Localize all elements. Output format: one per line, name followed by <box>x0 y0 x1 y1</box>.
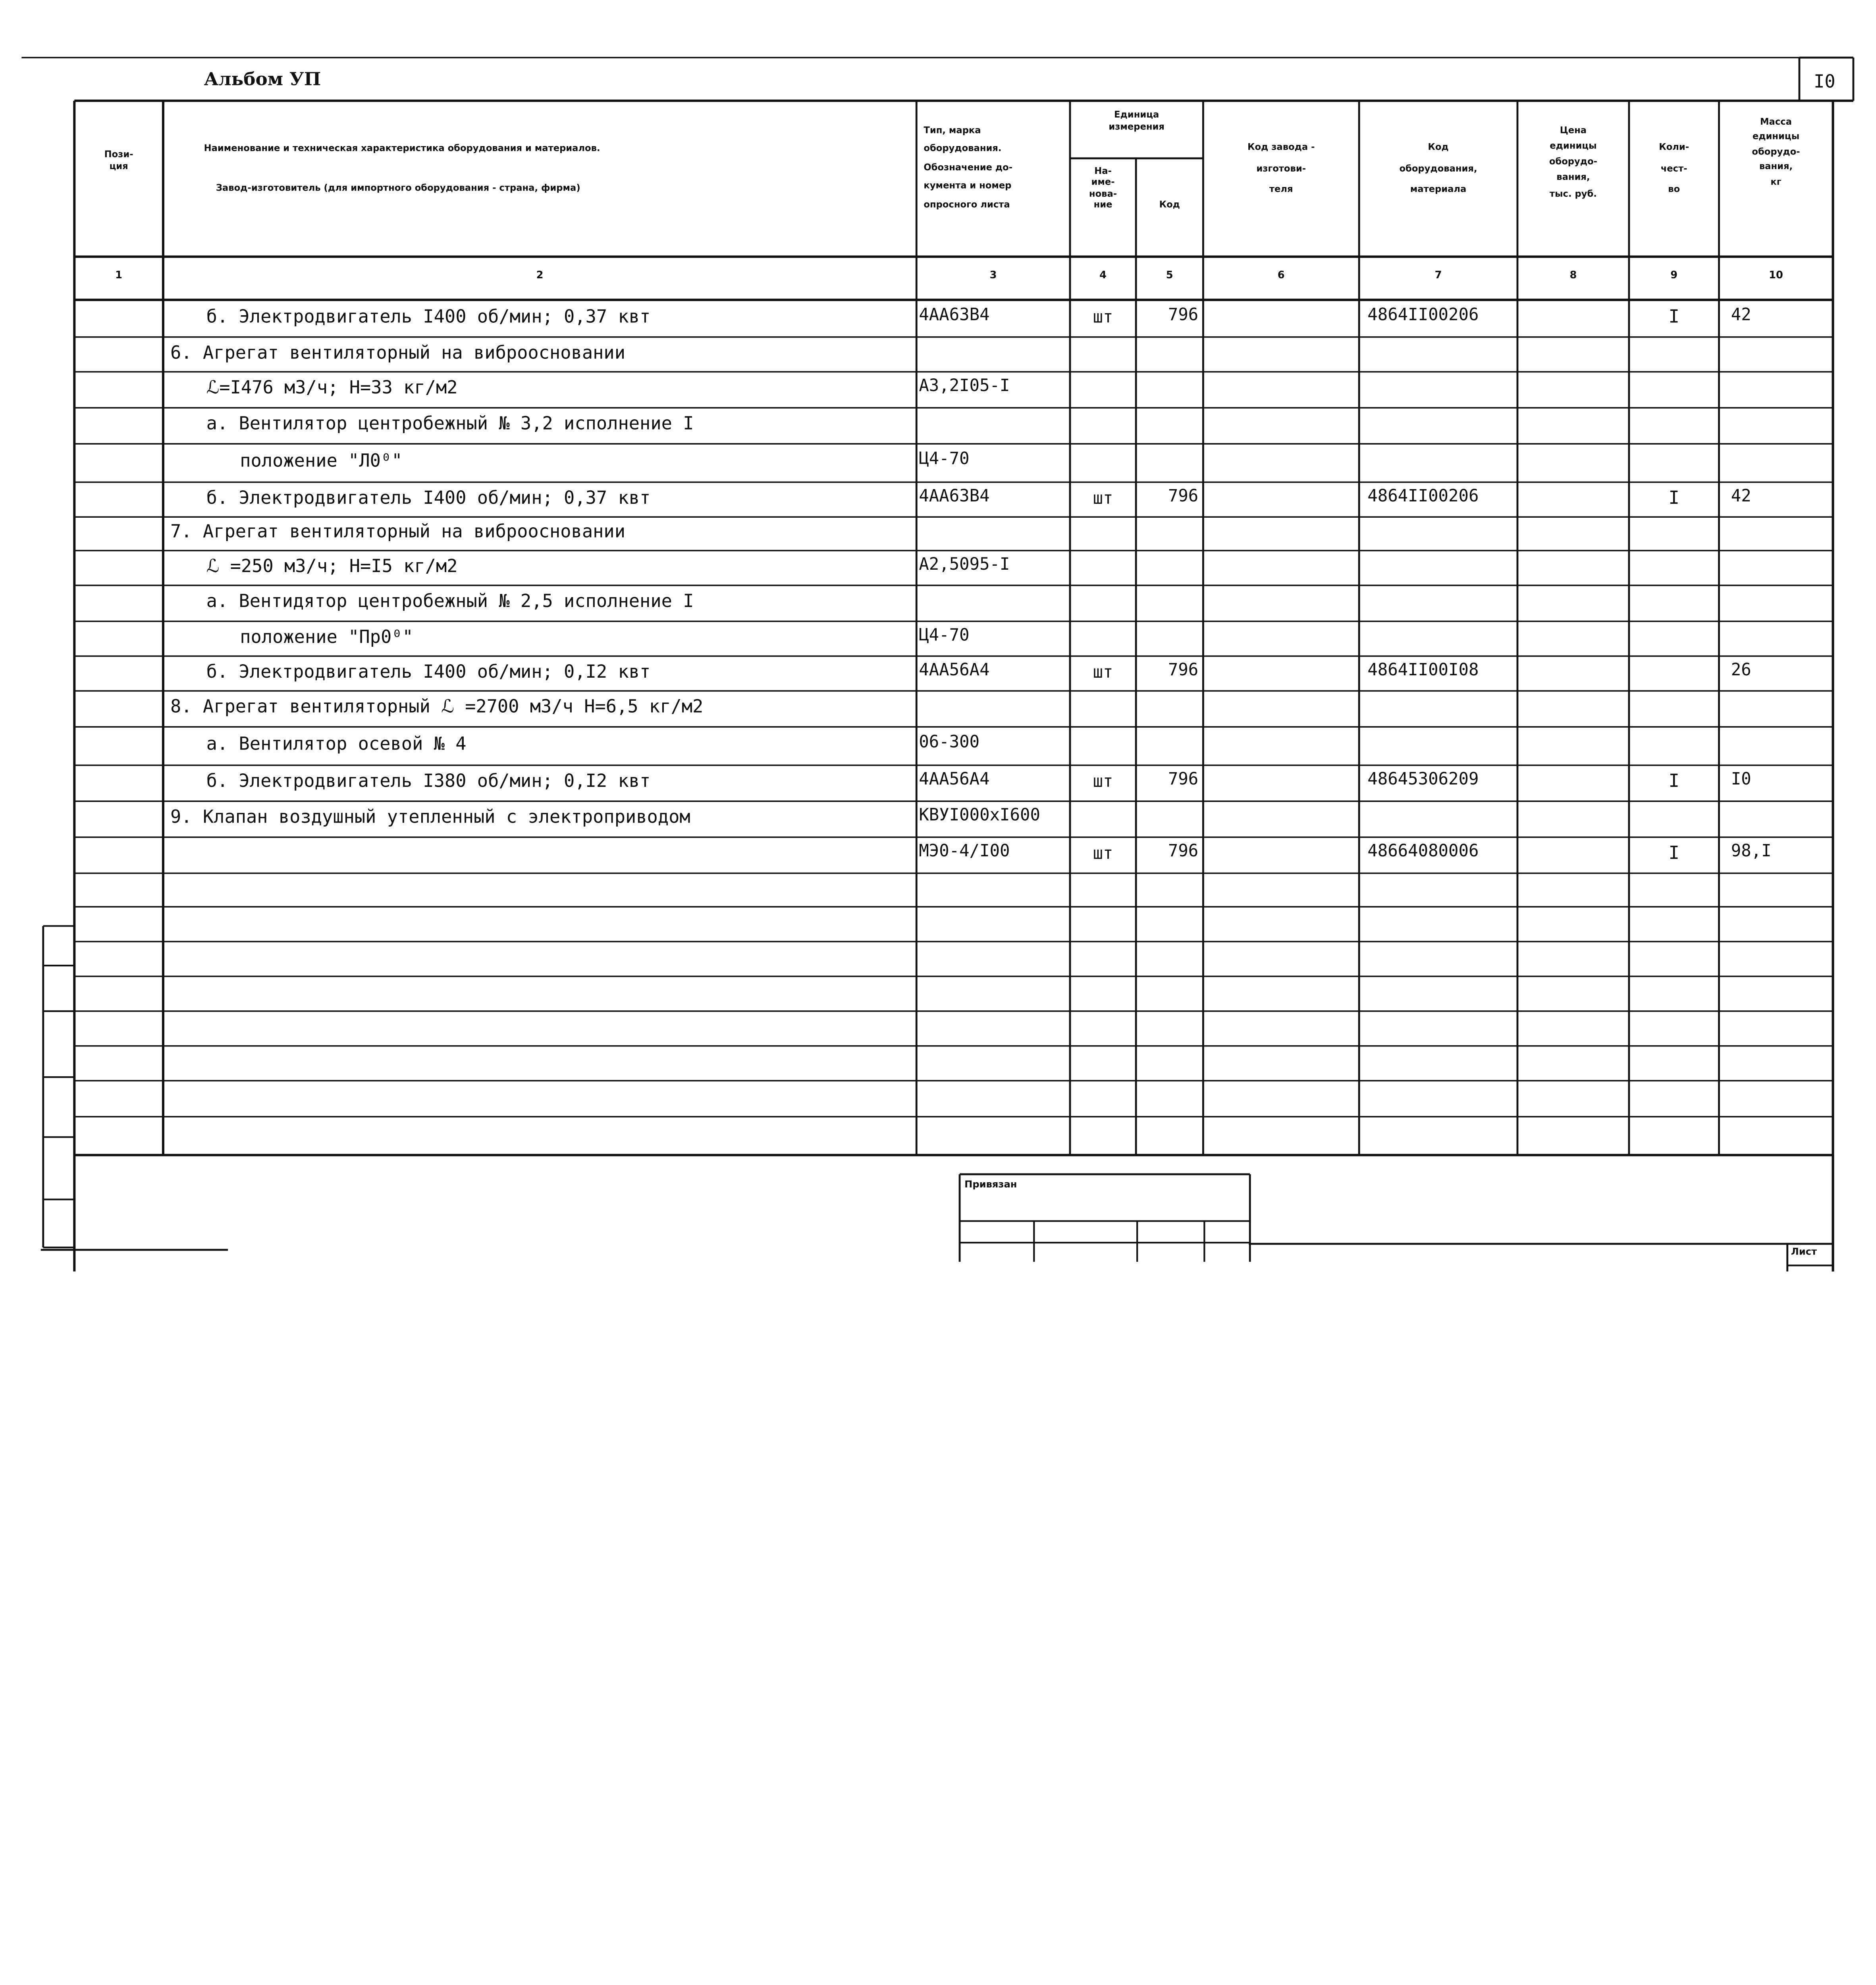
row-unit-code: 796 <box>1168 842 1199 861</box>
row-name: а. Вентилятор центробежный № 3,2 исполнение I <box>206 412 694 434</box>
header-unit-code: Код <box>1159 199 1180 210</box>
album-title: Альбом УП <box>204 68 321 90</box>
header-unit-name: На- име- нова- ние <box>1089 165 1117 210</box>
row-mass: 42 <box>1731 486 1751 506</box>
stamp-bound-label: Привязан <box>964 1179 1017 1190</box>
row-name: ℒ =250 м3/ч; Н=I5 кг/м2 <box>206 555 458 576</box>
row-name: а. Вентилятор осевой № 4 <box>206 733 467 755</box>
row-type: 4АА56А4 <box>919 770 990 790</box>
row-type: КВУI000хI600 <box>919 806 1040 825</box>
row-name: 6. Агрегат вентиляторный на виброосновании <box>170 341 625 363</box>
column-number: 5 <box>1166 270 1173 282</box>
row-mass: 98,I <box>1731 842 1772 861</box>
header-unit-group: Единица измерения <box>1109 109 1165 132</box>
row-type: Ц4-70 <box>919 449 970 469</box>
column-number: 10 <box>1769 270 1783 282</box>
row-quantity: I <box>1668 305 1679 327</box>
row-quantity: I <box>1668 842 1679 864</box>
row-name: 9. Клапан воздушный утепленный с электроприводом <box>170 806 690 828</box>
column-number: 1 <box>115 270 123 282</box>
header-position: Пози- ция <box>104 148 133 172</box>
row-name: б. Электродвигатель I400 об/мин; 0,37 квт <box>206 486 651 508</box>
header-equipment-code: Код оборудования, материала <box>1399 141 1477 195</box>
row-equipment-code: 4864II00I08 <box>1367 660 1479 680</box>
row-unit: шт <box>1093 307 1113 327</box>
row-mass: I0 <box>1731 770 1751 790</box>
row-type: 4АА63В4 <box>919 305 990 325</box>
row-type: МЭ0-4/I00 <box>919 842 1010 861</box>
row-unit-code: 796 <box>1168 486 1199 506</box>
column-number: 9 <box>1670 270 1678 282</box>
row-equipment-code: 4864II00206 <box>1367 486 1479 506</box>
row-mass: 26 <box>1731 660 1751 680</box>
column-number: 6 <box>1277 270 1285 282</box>
row-name: б. Электродвигатель I400 об/мин; 0,37 квт <box>206 305 651 327</box>
row-name: положение "Л0⁰" <box>240 449 403 472</box>
row-name: положение "Пр0⁰" <box>240 625 413 647</box>
row-unit: шт <box>1093 663 1113 682</box>
header-mass: Масса единицы оборудо- вания, кг <box>1752 116 1800 187</box>
row-type: Ц4-70 <box>919 625 970 645</box>
row-unit-code: 796 <box>1168 660 1199 680</box>
row-mass: 42 <box>1731 305 1751 325</box>
row-type: А2,5095-I <box>919 555 1010 574</box>
column-number: 4 <box>1099 270 1107 282</box>
header-price: Цена единицы оборудо- вания, тыс. руб. <box>1549 125 1598 199</box>
row-type: А3,2I05-I <box>919 376 1010 396</box>
column-number: 2 <box>536 270 544 282</box>
row-quantity: I <box>1668 770 1679 792</box>
row-name: 8. Агрегат вентиляторный ℒ =2700 м3/ч Н=6,5 кг/м2 <box>170 696 704 717</box>
row-name: б. Электродвигатель I400 об/мин; 0,I2 квт <box>206 660 651 682</box>
row-unit-code: 796 <box>1168 770 1199 790</box>
header-name-line1: Наименование и техническая характеристика оборудования и материалов. <box>204 143 600 154</box>
row-name: ℒ=I476 м3/ч; Н=33 кг/м2 <box>206 376 458 399</box>
header-name-line2: Завод-изготовитель (для импортного оборудования - страна, фирма) <box>216 182 580 193</box>
column-number: 8 <box>1569 270 1577 282</box>
column-number: 7 <box>1434 270 1442 282</box>
row-name: 7. Агрегат вентиляторный на виброосновании <box>170 520 625 542</box>
header-quantity: Коли- чест- во <box>1659 141 1689 195</box>
row-equipment-code: 48645306209 <box>1367 770 1479 790</box>
row-type: 4АА63В4 <box>919 486 990 506</box>
header-type: Тип, марка оборудования. Обозначение до- кумента и номер опросного листа <box>924 125 1013 210</box>
row-equipment-code: 4864II00206 <box>1367 305 1479 325</box>
row-type: 06-300 <box>919 733 980 752</box>
row-quantity: I <box>1668 486 1679 508</box>
row-unit: шт <box>1093 489 1113 508</box>
row-unit-code: 796 <box>1168 305 1199 325</box>
row-equipment-code: 48664080006 <box>1367 842 1479 861</box>
row-unit: шт <box>1093 772 1113 792</box>
row-name: а. Вентидятор центробежный № 2,5 исполнение I <box>206 590 694 612</box>
stamp-sheet-label: Лист <box>1791 1246 1817 1257</box>
column-number: 3 <box>989 270 997 282</box>
sheet-number: I0 <box>1814 71 1836 93</box>
row-type: 4АА56А4 <box>919 660 990 680</box>
row-unit: шт <box>1093 844 1113 864</box>
row-name: б. Электродвигатель I380 об/мин; 0,I2 квт <box>206 770 651 792</box>
header-plant-code: Код завода - изготови- теля <box>1247 141 1315 195</box>
